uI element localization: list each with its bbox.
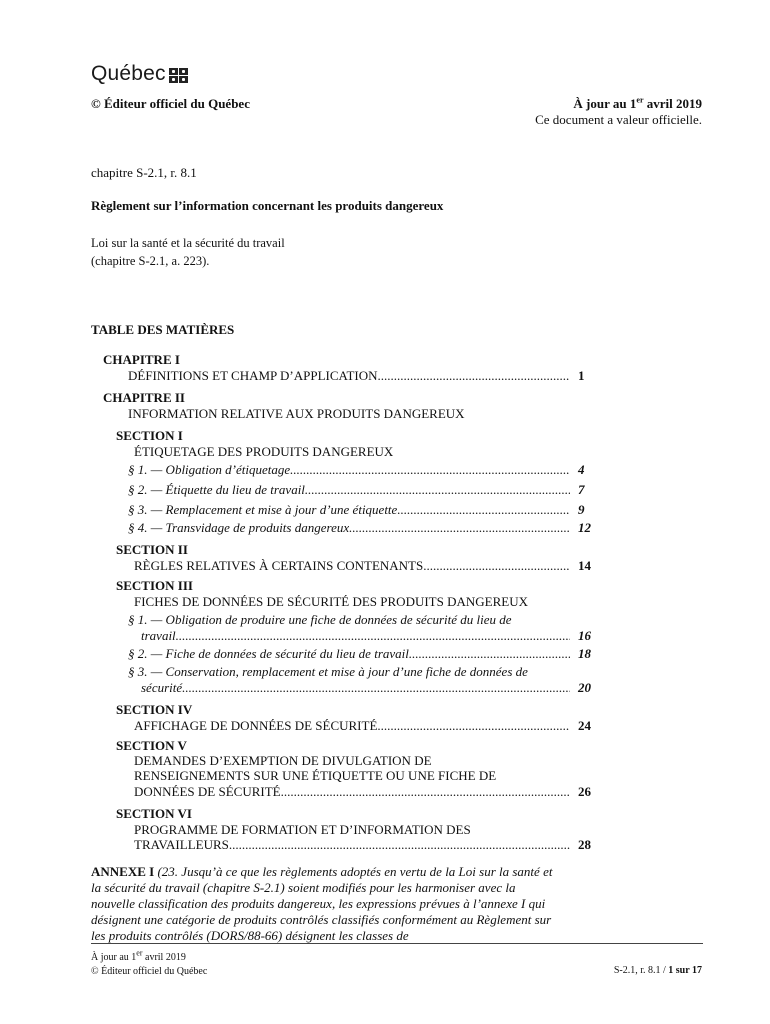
toc-section-label: SECTION V [116, 738, 187, 753]
toc-section-label: SECTION VI [116, 806, 192, 821]
publisher-header: © Éditeur officiel du Québec [91, 96, 250, 111]
update-date-header: À jour au 1er avril 2019 Ce document a valeur officielle. [535, 95, 702, 127]
page-number: 1 sur 17 [668, 965, 702, 976]
fleur-de-lis-flag-icon [169, 68, 188, 83]
toc-chapter-label: CHAPITRE I [103, 352, 180, 367]
toc-entry-line[interactable]: § 3. — Conservation, remplacement et mise à jour d’une fiche de données de [128, 664, 528, 679]
annex-paragraph [91, 864, 561, 944]
toc-entry-line[interactable]: § 1. — Obligation de produire une fiche de données de sécurité du lieu de [128, 612, 512, 627]
toc-section-label: SECTION I [116, 428, 183, 443]
document-title: Règlement sur l’information concernant les produits dangereux [91, 198, 444, 213]
footer-left: À jour au 1er avril 2019 © Éditeur officiel du Québec [91, 948, 208, 977]
toc-section-title[interactable]: DEMANDES D’EXEMPTION DE DIVULGATION DE [134, 753, 432, 768]
quebec-logo [91, 62, 188, 86]
toc-section-label: SECTION III [116, 578, 193, 593]
toc-section-title[interactable]: FICHES DE DONNÉES DE SÉCURITÉ DES PRODUITS DANGEREUX [134, 594, 528, 609]
logo-text: Québec [91, 62, 166, 85]
enabling-law: Loi sur la santé et la sécurité du travail (chapitre S-2.1, a. 223). [91, 236, 285, 268]
footer-publisher: © Éditeur officiel du Québec [91, 966, 208, 977]
official-note: Ce document a valeur officielle. [535, 112, 702, 127]
footer-divider [91, 943, 703, 944]
toc-section-title[interactable]: PROGRAMME DE FORMATION ET D’INFORMATION DES [134, 822, 471, 837]
toc-chapter-label: CHAPITRE II [103, 390, 185, 405]
annex-text: (23. Jusqu’à ce que les règlements adoptés en vertu de la Loi sur la santé et la sécurité du travail (chapitre S-2.1) soient modifiés pour les harmoniser avec la nouvelle classification des produits dangereux, les expressions prévues à l’annexe I qui désignent une catégorie de produits contrôlés classifiés conformément au Règlement sur les produits contrôlés (DORS/88-66) désignent les classes de [91, 864, 553, 943]
chapter-reference: chapitre S-2.1, r. 8.1 [91, 165, 197, 180]
toc-heading: TABLE DES MATIÈRES [91, 322, 235, 337]
footer-page-ref: S-2.1, r. 8.1 / 1 sur 17 [613, 965, 702, 976]
toc-section-title[interactable]: ÉTIQUETAGE DES PRODUITS DANGEREUX [134, 444, 394, 459]
toc-chapter-title[interactable]: INFORMATION RELATIVE AUX PRODUITS DANGEREUX [128, 406, 465, 421]
toc-section-label: SECTION II [116, 542, 188, 557]
toc-section-title[interactable]: RENSEIGNEMENTS SUR UNE ÉTIQUETTE OU UNE FICHE DE [134, 768, 497, 783]
toc-section-label: SECTION IV [116, 702, 193, 717]
annex-label: ANNEXE I [91, 864, 155, 879]
